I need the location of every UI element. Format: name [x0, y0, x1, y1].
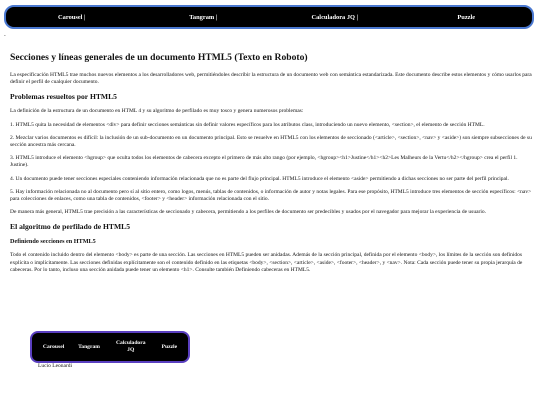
author-name: Lucio Leonardi: [38, 363, 73, 369]
paragraph: 3. HTML5 introduce el elemento <hgroup> que oculta todos los elementos de cabecera excepto el primero de más alto rango (por ejemplo, <hgroup><h1>Justine</h1><h2>Les Malheurs de la Vertu</h2></hgroup> crea el perfil 1. Justine).: [10, 155, 518, 169]
paragraph: 4. Un documento puede tener secciones especiales conteniendo información relacionada que no es parte del flujo principal. HTML5 introduce el elemento <aside> permitiendo a dichas secciones no ser parte del perfil principal.: [10, 175, 509, 182]
page-title: Secciones y líneas generales de un documento HTML5 (Texto en Roboto): [10, 52, 308, 63]
nav-link-carousel[interactable]: Carousel |: [58, 13, 86, 21]
nav-link-calculadora[interactable]: Calculadora JQ |: [311, 13, 358, 21]
top-navigation-bar: [4, 5, 534, 29]
bottom-nav-link-carousel[interactable]: Carousel: [42, 343, 65, 350]
bottom-navigation-bar: [30, 331, 190, 363]
bottom-nav-link-tangram[interactable]: Tangram: [78, 343, 100, 350]
paragraph: 2. Mezclar varios documentos es difícil: la inclusión de un sub-documento en un documento principal. Esto se resuelve en HTML5 con los elementos de seccionado (<article>, <section>, <nav> y <aside>) son siempre subsecciones de su sección ancestra más cercana.: [10, 134, 532, 149]
nav-link-puzzle[interactable]: Puzzle: [457, 13, 476, 21]
subsection-heading: Definiendo secciones en HTML5: [10, 238, 96, 246]
paragraph: La definición de la estructura de un documento en HTML 4 y su algoritmo de perfilado es muy tosco y genera numerosos problemas:: [10, 108, 304, 115]
nav-link-tangram[interactable]: Tangram |: [189, 13, 218, 21]
paragraph: 5. Hay información relacionada no al documento pero sí al sitio entero, como logos, menús, tablas de contenidos, o información de autor y notas legales. Para ese propósito, HTML5 introduce tres elementos de sección específicos: <nav> para colecciones de enlaces, como una tabla de contenidos, <footer> y <header> información relacionada con el sitio.: [10, 188, 532, 203]
paragraph: De manera más general, HTML5 trae precisión a las características de seccionado y cabecera, permitiendo a los perfiles de documento ser predecibles y usados por el navegador para mejorar la experiencia de usuario.: [10, 209, 486, 216]
bottom-nav-link-puzzle[interactable]: Puzzle: [161, 343, 178, 350]
article-content: [10, 52, 532, 280]
bottom-nav-link-calculadora[interactable]: Calculadora JQ: [115, 340, 146, 353]
section-heading-problemas: Problemas resueltos por HTML5: [10, 92, 117, 102]
intro-paragraph: La especificación HTML5 trae muchos nuevos elementos a los desarrolladores web, permitiéndoles describir la estructura de un documento web con semántica estandarizada. Este documento describe estos elementos y cómo usarlos para definir el perfil de cualquier documento.: [10, 72, 532, 86]
paragraph: 1. HTML5 quita la necesidad de elementos <div> para definir secciones semánticas sin definir valores específicos para los atributos class, introduciendo un nuevo elemento, <section>, el elemento de sección HTML.: [10, 121, 485, 128]
section-heading-algoritmo: El algoritmo de perfilado de HTML5: [10, 222, 131, 232]
marker-text: -: [4, 34, 6, 39]
paragraph: Todo el contenido incluido dentro del elemento <body> es parte de una sección. Las secciones en HTML5 pueden ser anidadas. Además de la sección principal, definida por el elemento <body>, los límites de la sección son definidos explícita o implícitamente. Las secciones definidas explícitamente son el contenido definido en las etiquetas <body>, <section>, <article>, <aside>, <footer>, <header>, y <nav>. Nota: Cada sección puede tener su propia jerarquía de cabeceras. Por lo tanto, incluso una sección anidada puede tener un elemento <h1>. Consulte también Definiendo cabeceras en HTML5.: [10, 252, 523, 273]
